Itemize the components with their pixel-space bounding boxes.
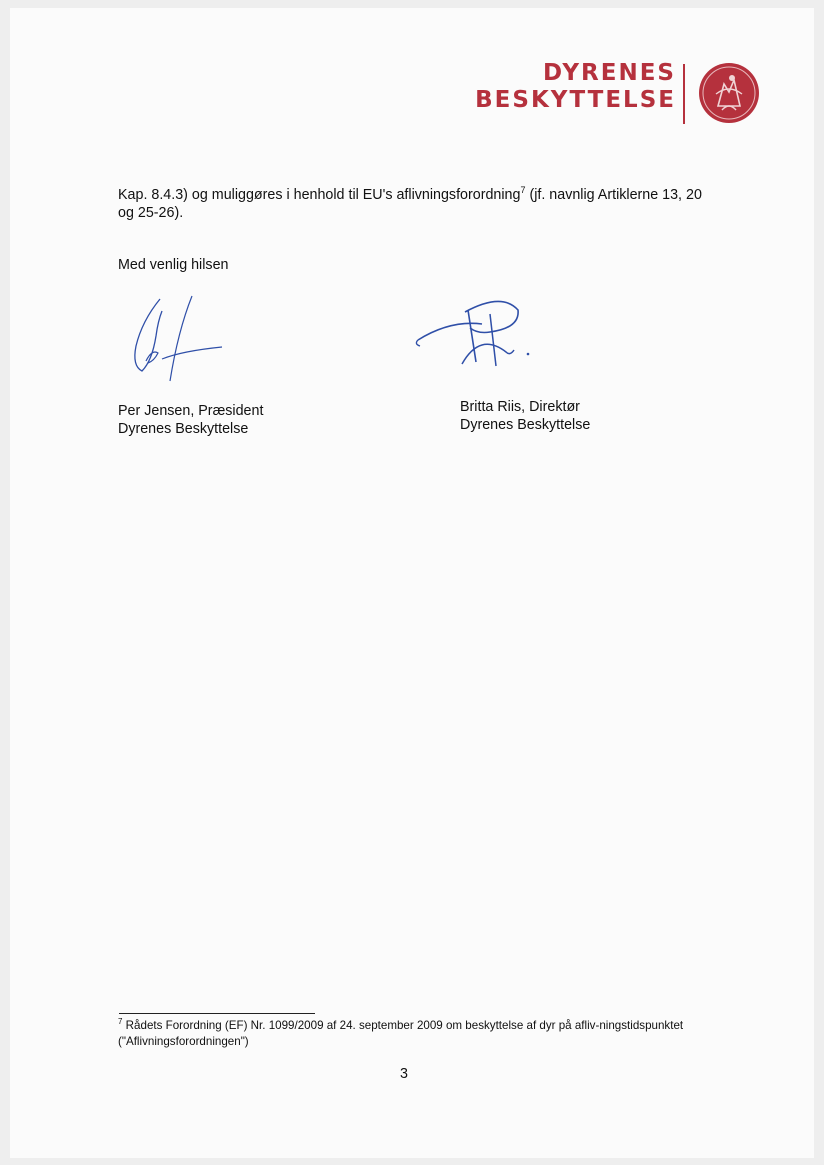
organization-seal-icon <box>698 62 760 124</box>
signatory-block-2 <box>460 398 590 434</box>
signatory-name-title: Per Jensen, Præsident <box>118 403 264 419</box>
logo-divider <box>683 64 685 124</box>
signatory-block-1 <box>118 402 263 438</box>
body-paragraph <box>118 186 708 222</box>
signatory-name-title: Britta Riis, Direktør <box>460 399 580 415</box>
footnote-reference[interactable]: 7 <box>520 185 526 196</box>
closing-salutation: Med venlig hilsen <box>118 257 229 273</box>
body-text-part-1: Kap. 8.4.3) og muliggøres i henhold til EU's aflivningsforordning <box>118 187 521 203</box>
footnote-text: Rådets Forordning (EF) Nr. 1099/2009 af 24. september 2009 om beskyttelse af dyr på afliv-ningstidspunktet ("Aflivningsforordningen") <box>118 1019 684 1048</box>
signatory-organization: Dyrenes Beskyttelse <box>118 421 249 437</box>
organization-logo-text <box>475 60 676 114</box>
signatory-organization: Dyrenes Beskyttelse <box>460 417 591 433</box>
signature-per-jensen-icon <box>122 291 232 386</box>
logo-line-2: BESKYTTELSE <box>475 87 676 113</box>
logo-line-1: DYRENES <box>542 60 676 86</box>
footnote <box>118 1018 698 1050</box>
footnote-number: 7 <box>118 1017 123 1027</box>
signature-britta-riis-icon <box>410 292 535 374</box>
page-number: 3 <box>400 1066 408 1082</box>
footnote-separator <box>119 1013 315 1014</box>
document-page <box>10 8 814 1158</box>
body-text-part-2: (jf. navnlig Artiklerne 13, 20 og 25-26). <box>118 187 702 221</box>
